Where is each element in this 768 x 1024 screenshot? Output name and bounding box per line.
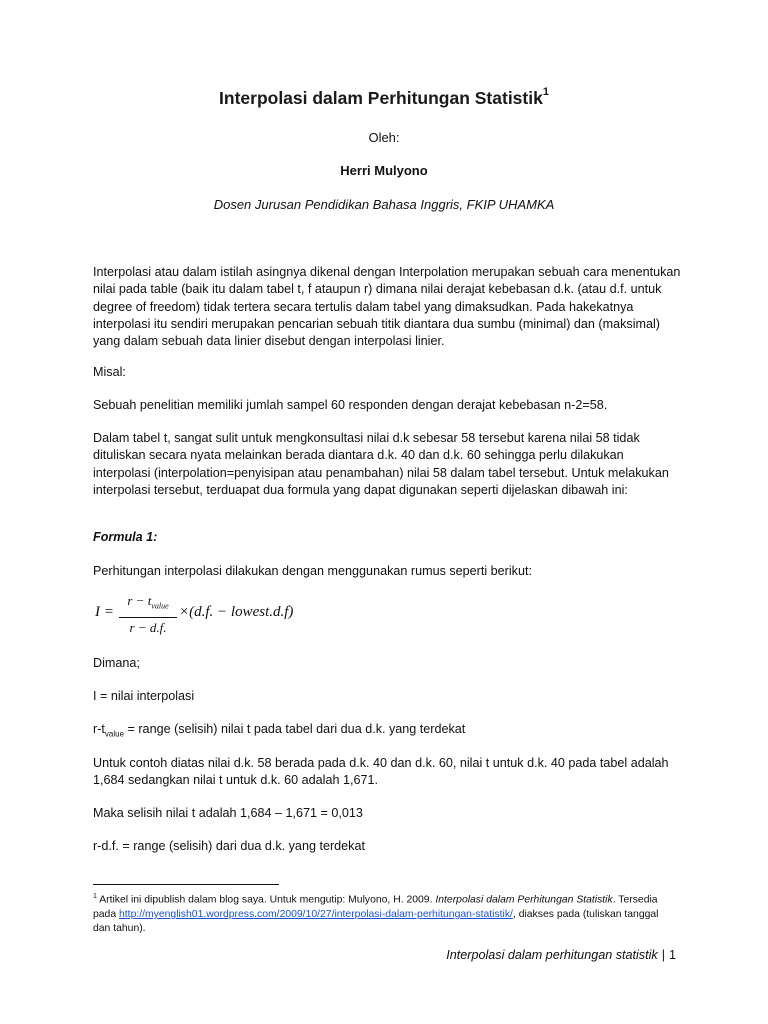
paragraph-table-t: Dalam tabel t, sangat sulit untuk mengkonsultasi nilai d.k sebesar 58 tersebut karena nilai 58 tidak dituliskan secara nyata melainkan berada diantara d.k. 40 dan d.k. 60 sehingga perlu dilakukan interpolasi (interpolation=penyisipan atau penambahan) nilai 58 dalam tabel tersebut. Untuk melakukan interpolasi tersebut, terduapat dua formula yang dapat digunakan seperti dijelaskan dibawah ini: [93, 431, 669, 497]
formula-denominator: r − d.f. [129, 619, 167, 635]
definition-rt [93, 721, 683, 743]
paragraph-sample: Sebuah penelitian memiliki jumlah sampel 60 responden dengan derajat kebebasan n-2=58. [93, 398, 608, 412]
definition-rdf: r-d.f. = range (selisih) dari dua d.k. yang terdekat [93, 839, 365, 853]
title-text: Interpolasi dalam Perhitungan Statistik [219, 88, 543, 108]
footnote-separator [93, 884, 279, 885]
title-footnote-marker[interactable]: 1 [542, 86, 549, 99]
formula-numerator-sub: value [151, 601, 169, 611]
paragraph-misal: Misal: [93, 365, 126, 379]
page-number: 1 [668, 948, 676, 962]
footnote-marker: 1 [93, 893, 97, 900]
footnote-text-a: Artikel ini dipublish dalam blog saya. Untuk mengutip: Mulyono, H. 2009. [96, 894, 436, 906]
footer-separator: | [661, 948, 665, 962]
definition-rt-sub: value [104, 729, 125, 739]
paragraph-formula-intro: Perhitungan interpolasi dilakukan dengan menggunakan rumus seperti berikut: [93, 564, 532, 578]
formula-fraction [119, 592, 177, 637]
formula-heading: Formula 1: [93, 530, 158, 544]
definition-rt-rest: = range (selisih) nilai t pada tabel dari dua d.k. yang terdekat [124, 722, 466, 736]
footnote-text-c: , diakses pada (tuliskan tanggal dan tahun). [93, 908, 659, 935]
fraction-bar [119, 617, 177, 618]
paragraph-dimana: Dimana; [93, 656, 140, 670]
footnote-italic-title: Interpolasi dalam Perhitungan Statistik [435, 894, 613, 906]
footnote [93, 890, 663, 937]
document-title [0, 88, 768, 109]
footnote-text-b: . Tersedia pada [93, 894, 658, 920]
footnote-link[interactable]: http://myenglish01.wordpress.com/2009/10/27/interpolasi-dalam-perhitungan-statistik/ [119, 908, 513, 920]
footer-running-title: Interpolasi dalam perhitungan statistik [446, 948, 658, 962]
definition-i: I = nilai interpolasi [93, 689, 195, 703]
formula-lhs: I = [95, 604, 114, 620]
page-footer [446, 948, 676, 962]
paragraph-maka: Maka selisih nilai t adalah 1,684 – 1,671 = 0,013 [93, 806, 363, 820]
author-affiliation: Dosen Jurusan Pendidikan Bahasa Inggris, FKIP UHAMKA [213, 197, 555, 212]
paragraph-intro: Interpolasi atau dalam istilah asingnya dikenal dengan Interpolation merupakan sebuah cara menentukan nilai pada table (baik itu dalam tabel t, f ataupun r) dimana nilai derajat kebebasan d.k. (atau d.f. untuk degree of freedom) tidak tertera secara tertulis dalam tabel yang dimaksudkan. Pada hakekatnya interpolasi itu sendiri merupakan pencarian sebuah titik diantara dua sumbu (minimal) dan (maksimal) yang dalam sebuah data linier disebut dengan interpolasi linier. [93, 265, 681, 349]
paragraph-example: Untuk contoh diatas nilai d.k. 58 berada pada d.k. 40 dan d.k. 60, nilai t untuk d.k. 40 pada tabel adalah 1,684 sedangkan nilai t untuk d.k. 60 adalah 1,671. [93, 756, 669, 788]
definition-rt-prefix: r-t [93, 722, 105, 736]
formula-rhs: ×(d.f. − lowest.d.f) [179, 604, 294, 620]
formula-numerator [119, 592, 177, 616]
author-name: Herri Mulyono [340, 163, 428, 178]
byline: Oleh: [368, 130, 400, 145]
interpolation-formula [93, 592, 313, 638]
formula-numerator-text: r − t [127, 593, 152, 608]
